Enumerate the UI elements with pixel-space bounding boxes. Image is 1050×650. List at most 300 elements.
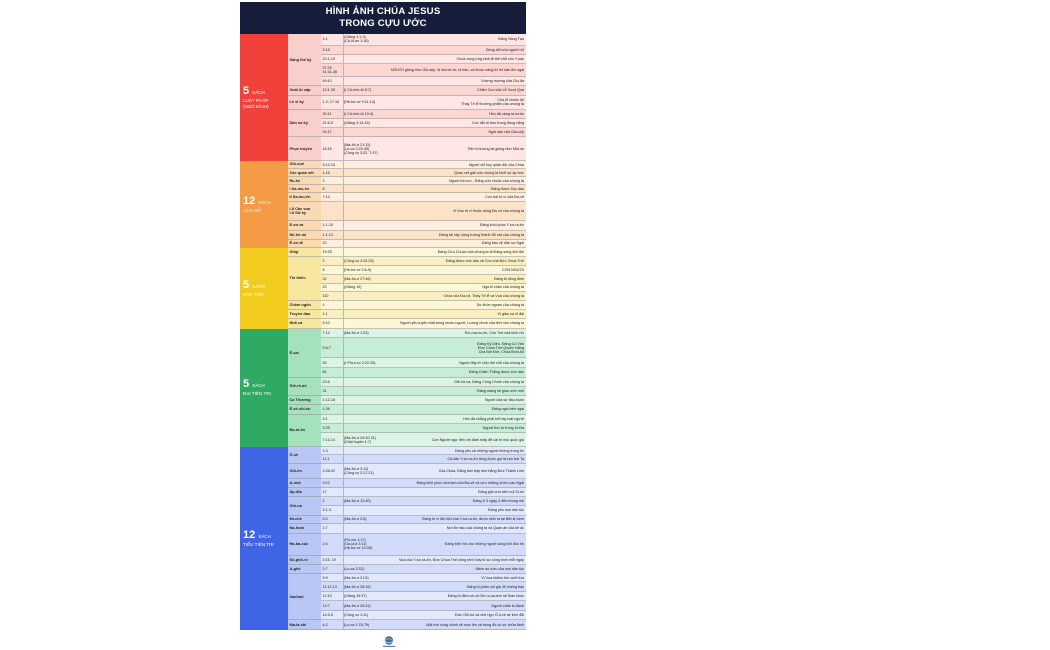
verse-reference: 4 bbox=[322, 303, 325, 308]
table-row bbox=[321, 488, 526, 496]
verse-reference: 1:1 bbox=[322, 312, 328, 317]
description: Chúa của Đa-vít, Thầy Tế lễ và Vua của chúng ta bbox=[443, 294, 524, 299]
verse-reference: 2 bbox=[322, 258, 325, 263]
description: Nơi ẩn náu của chúng ta và Quan án của kẻ ác bbox=[446, 526, 524, 531]
verse-reference: 1:26 bbox=[322, 407, 330, 412]
book-name: A-ghê bbox=[288, 565, 321, 573]
verse-reference: 20:11 bbox=[322, 112, 332, 117]
column-divider bbox=[343, 301, 344, 309]
description: Vị Vua khiêm tốn cưỡi lừa bbox=[481, 575, 524, 580]
description: Giê-hô-va, Đấng Công Chính của chúng ta bbox=[454, 379, 524, 384]
description: Đấng khôi phục nhà tạm của Đa-vít và cứu những ai tìm cầu Ngài bbox=[416, 480, 524, 485]
book-name: Thi thiên bbox=[288, 257, 321, 301]
table-row bbox=[321, 240, 526, 248]
verse-reference: 49:10 bbox=[322, 79, 332, 84]
cross-reference: (I Cô-rinh-tô 5:7) bbox=[344, 88, 372, 93]
book-name: Gióp bbox=[288, 248, 321, 257]
book-name: Sáng thế ký bbox=[288, 34, 321, 86]
table-row bbox=[321, 257, 526, 266]
description: Người chăn của chúng ta bbox=[482, 285, 524, 290]
description: Đấng giải cứu trên núi Si-ôn bbox=[478, 489, 524, 494]
table-row bbox=[321, 405, 526, 414]
cross-reference: (Giăng 19:37) bbox=[344, 594, 367, 599]
verse-reference: 9:9 bbox=[322, 575, 328, 580]
section-3 bbox=[240, 329, 526, 447]
section-count-number: 5 bbox=[243, 84, 250, 97]
description: Đấng ngồi trên ngai bbox=[491, 407, 524, 412]
column-divider bbox=[343, 556, 344, 565]
verse-reference: 17 bbox=[322, 489, 327, 494]
section-2 bbox=[240, 248, 526, 329]
description: Đấng yêu mọi dân tộc bbox=[488, 508, 524, 513]
book-name: Ca Thương bbox=[288, 396, 321, 405]
cross-reference: (Công vụ 4:25-26) bbox=[344, 258, 374, 263]
section-subtitle: TIỂU TIÊN TRI bbox=[243, 541, 274, 547]
section-label bbox=[240, 34, 288, 161]
description: Của lễ chuộc tội Thầy Tế lễ thượng phẩm của chúng ta bbox=[461, 98, 524, 107]
section-count bbox=[243, 86, 288, 98]
section-subtitle: (NGŨ KINH) bbox=[243, 103, 269, 109]
verse-reference: 2:7 bbox=[322, 567, 328, 572]
book-name: Đa-ni-ên bbox=[288, 415, 321, 447]
description: Người của sự đau buồn bbox=[484, 398, 524, 403]
table-row bbox=[321, 574, 526, 582]
verse-reference: 2:28-32 bbox=[322, 468, 336, 473]
book-name: Ê-sai bbox=[288, 329, 321, 378]
cross-reference: (I Cô-rinh-tô 10:4) bbox=[344, 112, 374, 117]
book-name: Sô-phô-ni bbox=[288, 556, 321, 566]
verse-reference: 23:6 bbox=[322, 379, 330, 384]
book-name: Giô-ên bbox=[288, 464, 321, 479]
table-row bbox=[321, 128, 526, 137]
description: Đấng bào vệ dân sự Ngài bbox=[481, 241, 524, 246]
description: Đấng ở 3 ngày 3 đêm trong mộ bbox=[472, 498, 524, 503]
column-divider bbox=[343, 64, 344, 76]
description: Ngôi sao của Gia-cốp bbox=[488, 130, 524, 135]
book-name: Châm ngôn bbox=[288, 301, 321, 310]
description: Đấng Sáng Tạo bbox=[498, 37, 524, 42]
description: Đấng trị vì đời đời của Y-sơ-ra-ên, được sinh ra tại Bết-lê-hem bbox=[422, 517, 524, 522]
book-name: II Sa-mu-ên bbox=[288, 193, 321, 201]
column-divider bbox=[343, 202, 344, 221]
book-name: Lê vi ký bbox=[288, 96, 321, 110]
column-divider bbox=[343, 310, 344, 318]
book-name: Mi-chê bbox=[288, 516, 321, 524]
section-count-word: SÁCH bbox=[252, 89, 265, 95]
table-row bbox=[321, 292, 526, 301]
table-row bbox=[321, 86, 526, 95]
table-row bbox=[321, 34, 526, 46]
table-row bbox=[321, 358, 526, 368]
cross-reference: (Hê-bơ-rơ 9:11-14) bbox=[344, 100, 375, 105]
book-name: Xachari bbox=[288, 574, 321, 621]
table-row bbox=[321, 177, 526, 185]
description: Hòn đá chẳng phải bởi tay loài người bbox=[463, 416, 524, 421]
table-row bbox=[321, 620, 526, 630]
column-divider bbox=[343, 368, 344, 376]
description: CON NGƯỜI bbox=[501, 267, 524, 272]
column-divider bbox=[343, 524, 344, 533]
section-count-word: SÁCH bbox=[252, 383, 265, 388]
title-line-2: TRONG CỰU ƯỚC bbox=[339, 18, 427, 29]
column-divider bbox=[343, 424, 344, 432]
section-count-word: SÁCH bbox=[258, 533, 271, 539]
section-label bbox=[240, 329, 288, 447]
description: Vị Vua trị vì thuộc dòng Đa-vít của chúng ta bbox=[453, 208, 524, 213]
book-name: Na-hum bbox=[288, 524, 321, 534]
column-divider bbox=[343, 77, 344, 85]
column-divider bbox=[343, 387, 344, 395]
book-name: E-xơ-ra bbox=[288, 221, 321, 230]
column-divider bbox=[343, 177, 344, 184]
column-divider bbox=[343, 169, 344, 176]
verse-reference: 9:12 bbox=[322, 480, 330, 485]
description: Hòn đá vàng ra nước bbox=[488, 112, 524, 117]
table-row bbox=[321, 55, 526, 64]
column-divider bbox=[343, 396, 344, 404]
table-row bbox=[321, 77, 526, 86]
section-label bbox=[240, 447, 288, 630]
cross-reference: (Ma-thi-ơ 24:30-31) (Khải huyền 1:7) bbox=[344, 435, 376, 444]
description: Đấng Chiên Thắng được xức dầu bbox=[468, 370, 524, 375]
table-row bbox=[321, 497, 526, 507]
section-count-number: 12 bbox=[243, 194, 256, 207]
cross-reference: (Hê-bơ-rơ 2:6-9) bbox=[344, 267, 372, 272]
description: Đức Giê-hô-va chế ngự Ô-li-ve se lớm đổi bbox=[455, 613, 524, 618]
table-row bbox=[321, 565, 526, 573]
description: Đấng Kỳ Diệu, Đấng Cố Vấn Đức Chúa Trời Quyền Năng Cha Đời Đời, Chúa Bình An bbox=[477, 341, 524, 354]
description: Niềm ao ước của mọi dân tộc bbox=[475, 567, 524, 572]
verse-reference: 13:7 bbox=[322, 603, 330, 608]
verse-reference: 3:15, 19 bbox=[322, 558, 336, 563]
column-divider bbox=[343, 185, 344, 192]
section-count-word: SÁCH bbox=[258, 199, 271, 205]
cross-reference: (Ma-thi-ơ 26:31) bbox=[344, 603, 371, 608]
table-row bbox=[321, 611, 526, 621]
verse-reference: 3:1-3 bbox=[322, 508, 331, 513]
table-row bbox=[321, 161, 526, 169]
section-rows bbox=[288, 447, 526, 630]
description: Mặt trời công chính sẽ mọc lên và trong đó có sự chữa lành bbox=[426, 622, 524, 627]
cross-reference: (Ma-thi-ơ 27:46) bbox=[344, 276, 371, 281]
section-rows bbox=[288, 248, 526, 329]
table-row bbox=[321, 506, 526, 516]
verse-reference: 11:1 bbox=[322, 457, 330, 462]
column-divider bbox=[343, 455, 344, 462]
section-label bbox=[240, 161, 288, 248]
column-divider bbox=[343, 338, 344, 357]
cross-reference: (Ma-thi-ơ 21:5) bbox=[344, 575, 369, 580]
description: Người chỉ huy quân đội của Chúa bbox=[468, 162, 524, 167]
table-row bbox=[321, 464, 526, 479]
description: Đấng được xức dầu và Con của Đức Chúa Trời bbox=[445, 258, 524, 263]
table-row bbox=[321, 231, 526, 240]
verse-reference: 24:17 bbox=[322, 130, 332, 135]
section-rows bbox=[288, 34, 526, 161]
verse-reference: 2:4 bbox=[322, 542, 328, 547]
table-row bbox=[321, 248, 526, 257]
section-subtitle: LỊCH SỬ bbox=[243, 207, 262, 213]
cross-reference: (Ma-thi-ơ 21:11) (Lu-ca 2:25-35) (Công vụ 3:22, 7:37) bbox=[344, 142, 378, 155]
table-row bbox=[321, 284, 526, 293]
description: Đấng Cứu Chuộc của chúng ta là Đấng sống đời đời bbox=[437, 249, 524, 254]
cross-reference: (Giăng 1:1-3) (Cô-lô-se 1:16) bbox=[344, 35, 369, 44]
section-count bbox=[243, 379, 288, 391]
description: Đấng bị đâm và cả Giê-ru-sa-lem sẽ than khóc bbox=[447, 594, 524, 599]
book-name: I Sa-mu-ên bbox=[288, 185, 321, 193]
verse-reference: 21:6-9 bbox=[322, 121, 333, 126]
column-divider bbox=[343, 193, 344, 200]
section-count-word: SÁCH bbox=[252, 283, 265, 289]
column-divider bbox=[343, 506, 344, 515]
book-name: Ê-xơ-tê bbox=[288, 240, 321, 248]
verse-reference: 7:13-14 bbox=[322, 437, 336, 442]
section-4 bbox=[240, 447, 526, 630]
section-label bbox=[240, 248, 288, 329]
poster-header bbox=[240, 2, 526, 34]
title-line-1: HÌNH ẢNH CHÚA JESUS bbox=[325, 6, 441, 17]
verse-reference: 110 bbox=[322, 294, 329, 299]
table-row bbox=[321, 202, 526, 222]
column-divider bbox=[343, 240, 344, 247]
verse-reference: 9:6-7 bbox=[322, 345, 331, 350]
verse-reference: 22 bbox=[322, 276, 327, 281]
verse-reference: 23 bbox=[322, 285, 327, 290]
cross-reference: (Ma-thi-ơ 3:11) (Công vụ 2:17-21) bbox=[344, 466, 374, 475]
verse-reference: 18:15 bbox=[322, 146, 332, 151]
section-0 bbox=[240, 34, 526, 161]
column-divider bbox=[343, 319, 344, 328]
section-count bbox=[243, 530, 288, 542]
verse-reference: 1:16 bbox=[322, 170, 330, 175]
book-name: Ê-xê-chi-ên bbox=[288, 405, 321, 414]
column-divider bbox=[343, 488, 344, 495]
cross-reference: (Công vụ 1:11) bbox=[344, 613, 369, 618]
table-row bbox=[321, 479, 526, 489]
table-row bbox=[321, 193, 526, 201]
table-row bbox=[321, 329, 526, 338]
column-divider bbox=[343, 55, 344, 63]
book-name: Ru-tơ bbox=[288, 177, 321, 185]
description: Em-ma-nu-ên, Con Trai của trinh nữ bbox=[464, 331, 524, 336]
book-name: Áp-đia bbox=[288, 488, 321, 496]
poster-body bbox=[240, 34, 526, 630]
cross-reference: (Ma-thi-ơ 12:40) bbox=[344, 498, 371, 503]
book-name: Ha-ba-cúc bbox=[288, 534, 321, 556]
column-divider bbox=[343, 248, 344, 256]
cross-reference: (Lu-ca 1:78-79) bbox=[344, 622, 370, 627]
description: Cả dân Y-sơ-ra-ên từng được gọi là con trai Ta bbox=[447, 457, 524, 462]
description: Chúa cung ứng sinh tế thế chỗ cho Y-sác bbox=[456, 57, 524, 62]
description: Người bà con - Đấng cứu chuộc của chúng ta bbox=[448, 178, 524, 183]
section-1 bbox=[240, 161, 526, 248]
description: Đấng mang lại giao ước mới bbox=[477, 388, 524, 393]
table-row bbox=[321, 338, 526, 358]
description: Con Người ngự đến với đám mây để cai trị mọi quốc gia bbox=[431, 437, 524, 442]
table-row bbox=[321, 415, 526, 424]
table-row bbox=[321, 601, 526, 611]
column-divider bbox=[343, 46, 344, 54]
description: Đấng được Xúc dầu bbox=[490, 186, 524, 191]
verse-reference: 19:25 bbox=[322, 249, 332, 254]
verse-reference: 12:10 bbox=[322, 594, 332, 599]
verse-reference: 61 bbox=[322, 370, 327, 375]
verse-reference: 1:7 bbox=[322, 526, 328, 531]
verse-reference: 37:29 41:41-46 bbox=[322, 66, 338, 75]
verse-reference: 3:1 bbox=[322, 416, 328, 421]
table-row bbox=[321, 516, 526, 524]
verse-reference: 7:14 bbox=[322, 195, 330, 200]
table-row bbox=[321, 110, 526, 119]
description: Đấng khôi phục Y-sơ-ra-ên bbox=[479, 223, 524, 228]
book-name: Nhã ca bbox=[288, 319, 321, 329]
verse-reference: 3:25 bbox=[322, 425, 330, 430]
column-divider bbox=[343, 378, 344, 386]
cross-reference: (Lu-ca 2:32) bbox=[344, 567, 364, 572]
column-divider bbox=[343, 231, 344, 239]
book-name: Giê-rê-mi bbox=[288, 378, 321, 397]
description: Của Chúa, Đấng làm báp tem bằng Đức Thánh Linh bbox=[438, 468, 524, 473]
verse-reference: 3:15 bbox=[322, 47, 330, 52]
verse-reference: 11:12-13 bbox=[322, 584, 337, 589]
verse-reference: 5:10 bbox=[322, 321, 330, 326]
description: Vương trượng của Giu-đa bbox=[481, 79, 524, 84]
description: Đấng biện hộ cho những người sống bởi đức tin bbox=[444, 542, 524, 547]
description: NGƯỜI giống như Giô-sép, bị khước từ, bị bán, và được nâng từ hố sâu lên ngai bbox=[390, 68, 524, 73]
description: Con trai trị vì của Đa-vít bbox=[485, 195, 524, 200]
book-name: Nê-hê-mi bbox=[288, 231, 321, 240]
description: Người đầy tớ chịu thế chỗ của chúng ta bbox=[459, 360, 524, 365]
verse-reference: 2 bbox=[322, 498, 325, 503]
book-name: Ô-sê bbox=[288, 447, 321, 464]
table-row bbox=[321, 368, 526, 377]
table-row bbox=[321, 266, 526, 275]
description: Đấng bị phản với giá 30 miếng bạc bbox=[466, 584, 524, 589]
description: Người thứ tư trong lò lửa bbox=[482, 425, 524, 430]
column-divider bbox=[343, 405, 344, 413]
verse-reference: 8 bbox=[322, 267, 325, 272]
section-rows bbox=[288, 161, 526, 248]
verse-reference: 12:1-30 bbox=[322, 88, 336, 93]
cross-reference: (Giăng 3:14-15) bbox=[344, 121, 370, 126]
verse-reference: 31 bbox=[322, 388, 327, 393]
column-divider bbox=[343, 161, 344, 168]
table-row bbox=[321, 592, 526, 602]
table-row bbox=[321, 447, 526, 455]
poster bbox=[240, 2, 526, 630]
description: Đấng bị đóng đinh bbox=[494, 276, 524, 281]
section-count-number: 5 bbox=[243, 378, 250, 390]
verse-reference: 7:14 bbox=[322, 331, 330, 336]
book-name: Giô-suê bbox=[288, 161, 321, 169]
table-row bbox=[321, 301, 526, 310]
book-name: A-mốt bbox=[288, 479, 321, 489]
verse-reference: 1:1 bbox=[322, 37, 328, 42]
table-row bbox=[321, 185, 526, 193]
cross-reference: (Ma-thi-ơ 1:23) bbox=[344, 331, 369, 336]
book-name: Giô-na bbox=[288, 497, 321, 516]
verse-reference: 22:1-19 bbox=[322, 57, 336, 62]
section-count-number: 12 bbox=[243, 528, 256, 541]
table-row bbox=[321, 378, 526, 387]
table-row bbox=[321, 387, 526, 396]
verse-reference: 5:2 bbox=[322, 517, 328, 522]
description: Con rắn bị treo trong đồng vắng bbox=[471, 121, 524, 126]
section-subtitle: LUẬT PHÁP bbox=[243, 97, 269, 103]
verse-reference: 53 bbox=[322, 360, 327, 365]
description: Vị giáo sư vĩ đại bbox=[497, 312, 524, 317]
table-row bbox=[321, 46, 526, 55]
verse-reference: 1:12-18 bbox=[322, 398, 336, 403]
description: Đấng yêu cả những người không trung tín bbox=[455, 448, 524, 453]
table-row bbox=[321, 119, 526, 128]
cross-reference: (Giăng 10) bbox=[344, 285, 362, 290]
description: Vua của Y-sơ-ra-ên, Đức Chúa Trời công bình bày tỏ sự công bình mỗi ngày bbox=[398, 558, 524, 563]
section-count bbox=[243, 196, 288, 208]
description: Quan xét giải cứu chúng ta khỏi sự áp bức bbox=[454, 170, 524, 175]
book-name: Các quan xét bbox=[288, 169, 321, 177]
book-name: I-II Các vua I-II Sử ký bbox=[288, 202, 321, 222]
section-count-number: 5 bbox=[243, 278, 250, 291]
section-subtitle: ĐẠI TIÊN TRI bbox=[243, 391, 271, 396]
table-row bbox=[321, 455, 526, 463]
description: Chiên Con của Lễ Vượt Qua bbox=[477, 88, 524, 93]
verse-reference: 14:3-5 bbox=[322, 613, 333, 618]
book-name: Dân số ký bbox=[288, 110, 321, 137]
description: Người yêu tuyệt nhất trong muôn người, Lương nhơn của linh hồn chúng ta bbox=[400, 321, 524, 326]
description: Tiên tri tương lai giống như Môi-se bbox=[467, 146, 524, 151]
table-row bbox=[321, 524, 526, 534]
verse-reference: 1:3 bbox=[322, 448, 328, 453]
verse-reference: 4:2 bbox=[322, 622, 328, 627]
description: Dòng dõi của người nữ bbox=[485, 47, 524, 52]
column-divider bbox=[343, 447, 344, 454]
column-divider bbox=[343, 415, 344, 423]
column-divider bbox=[343, 479, 344, 488]
cross-reference: (Ma-thi-ơ 2:6) bbox=[344, 517, 367, 522]
verse-reference: 8 bbox=[322, 186, 325, 191]
description: Sự khôn ngoan của chúng ta bbox=[476, 303, 524, 308]
cross-reference: (I Phi-e-rơ 2:22-25) bbox=[344, 360, 376, 365]
book-name: Ma-la-chi bbox=[288, 620, 321, 630]
verse-reference: 10 bbox=[322, 241, 327, 246]
section-count bbox=[243, 280, 288, 292]
section-subtitle: VĂN THƠ bbox=[243, 291, 264, 297]
book-name: Phục truyền bbox=[288, 137, 321, 161]
verse-reference: 3 bbox=[322, 178, 325, 183]
verse-reference: 1:1-13 bbox=[322, 232, 333, 237]
verse-reference: 5:13-15 bbox=[322, 162, 336, 167]
column-divider bbox=[343, 221, 344, 229]
globe-logo-icon bbox=[380, 635, 398, 648]
cross-reference: (Rô-ma 1:17) (Ga-la-ti 3:11) (Hê-bơ-rơ 10:38) bbox=[344, 538, 372, 551]
section-rows bbox=[288, 329, 526, 447]
description: Người chăn bị đánh bbox=[491, 603, 524, 608]
table-row bbox=[321, 319, 526, 329]
table-row bbox=[321, 64, 526, 77]
table-row bbox=[321, 96, 526, 110]
book-name: Truyền đạo bbox=[288, 310, 321, 319]
table-row bbox=[321, 433, 526, 447]
table-row bbox=[321, 275, 526, 284]
column-divider bbox=[343, 292, 344, 300]
table-row bbox=[321, 169, 526, 177]
verse-reference: 1:1-10 bbox=[322, 223, 333, 228]
book-name: Xuất Ai cập bbox=[288, 86, 321, 95]
table-row bbox=[321, 534, 526, 556]
table-row bbox=[321, 396, 526, 405]
column-divider bbox=[343, 128, 344, 136]
